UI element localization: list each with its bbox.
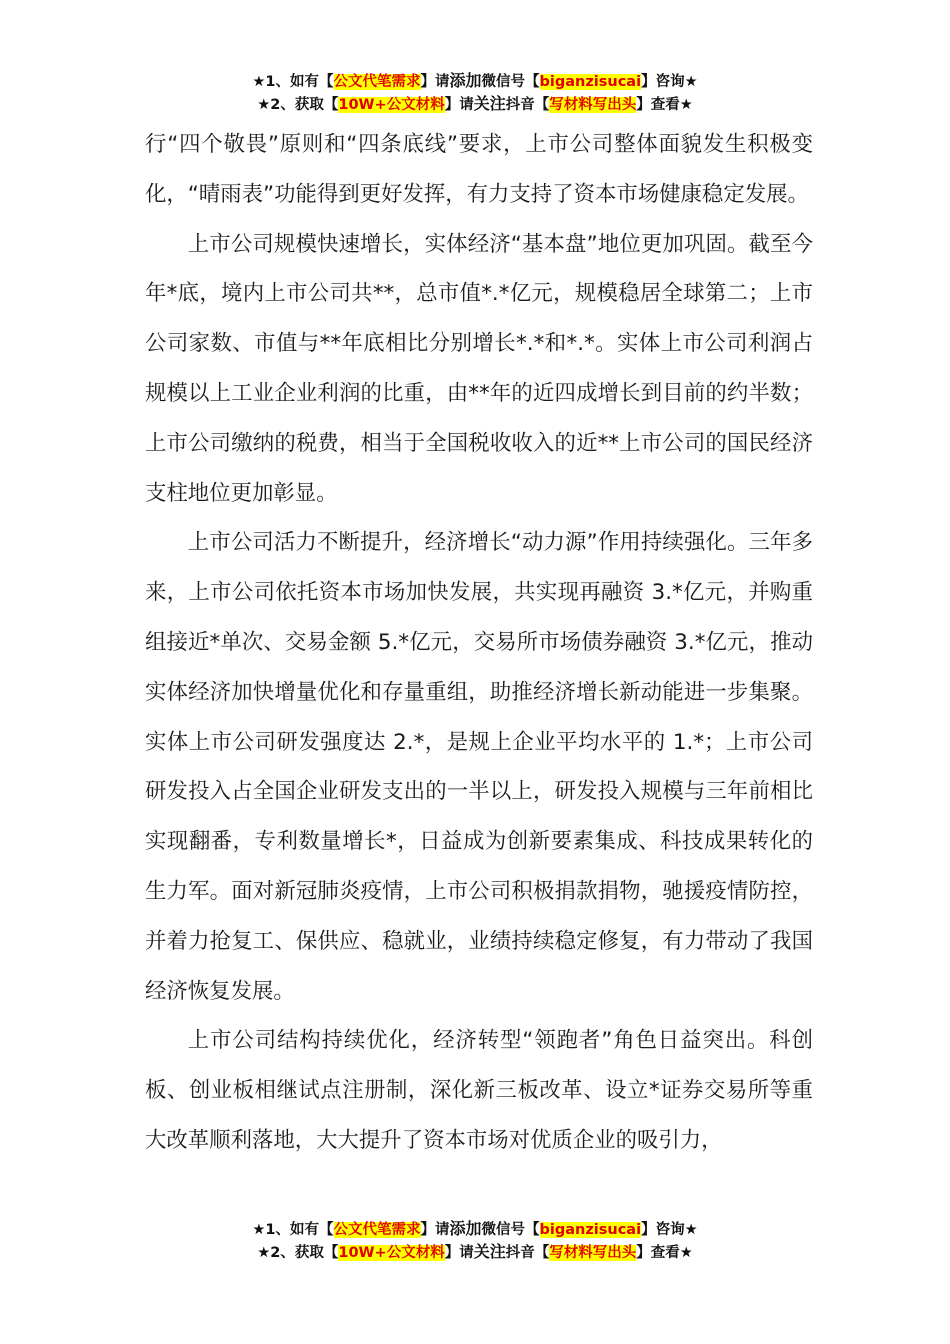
highlight-text: 10W+公文材料 <box>338 1245 445 1261</box>
banner-text: 】咨询★ <box>641 74 698 90</box>
banner-text: ★1、如有【 <box>252 1222 334 1238</box>
banner-line-2 <box>0 1241 950 1264</box>
banner-text: 】请 <box>444 1245 474 1261</box>
banner-text: 抖音【 <box>505 1245 550 1261</box>
emphasis-text: 添加 <box>449 71 482 90</box>
douyin-id: 写材料写出头 <box>549 97 637 113</box>
banner-text: 】查看★ <box>636 1245 693 1261</box>
wechat-id: biganzisucai <box>539 74 642 90</box>
footer-banner <box>0 1218 950 1264</box>
banner-text: 微信号【 <box>481 74 540 90</box>
banner-text: 】请 <box>420 1222 450 1238</box>
wechat-id: biganzisucai <box>539 1222 642 1238</box>
banner-line-1 <box>0 70 950 93</box>
banner-text: 】查看★ <box>636 97 693 113</box>
douyin-id: 写材料写出头 <box>549 1245 637 1261</box>
highlight-text: 公文代笔需求 <box>333 1222 421 1238</box>
banner-line-1 <box>0 1218 950 1241</box>
banner-text: ★2、获取【 <box>257 97 339 113</box>
emphasis-text: 关注 <box>473 1242 506 1261</box>
banner-text: ★2、获取【 <box>257 1245 339 1261</box>
banner-line-2 <box>0 93 950 116</box>
paragraph: 上市公司规模快速增长，实体经济“基本盘”地位更加巩固。截至今年*底，境内上市公司共**，总市值*.*亿元，规模稳居全球第二；上市公司家数、市值与**年底相比分别增长*.*和*.*。实体上市公司利润占规模以上工业企业利润的比重，由**年的近四成增长到目前的约半数；上市公司缴纳的税费，相当于全国税收收入的近**上市公司的国民经济支柱地位更加彰显。 <box>145 231 813 506</box>
banner-text: 】请 <box>444 97 474 113</box>
highlight-text: 10W+公文材料 <box>338 97 445 113</box>
emphasis-text: 关注 <box>473 94 506 113</box>
paragraph: 上市公司活力不断提升，经济增长“动力源”作用持续强化。三年多来，上市公司依托资本市场加快发展，共实现再融资 3.*亿元，并购重组接近*单次、交易金额 5.*亿元，交易所市场债券融资 3.*亿元，推动实体经济加快增量优化和存量重组，助推经济增长新动能进一步集聚。实体上市公司研发强度达 2.*，是规上企业平均水平的 1.*；上市公司研发投入占全国企业研发支出的一半以上，研发投入规模与三年前相比实现翻番，专利数量增长*，日益成为创新要素集成、科技成果转化的生力军。面对新冠肺炎疫情，上市公司积极捐款捐物，驰援疫情防控，并着力抢复工、保供应、稳就业，业绩持续稳定修复，有力带动了我国经济恢复发展。 <box>145 530 813 1004</box>
banner-text: ★1、如有【 <box>252 74 334 90</box>
header-banner <box>0 70 950 116</box>
document-body <box>145 120 813 1166</box>
paragraph: 上市公司结构持续优化，经济转型“领跑者”角色日益突出。科创板、创业板相继试点注册制，深化新三板改革、设立*证券交易所等重大改革顺利落地，大大提升了资本市场对优质企业的吸引力， <box>145 1028 813 1153</box>
paragraph: 行“四个敬畏”原则和“四条底线”要求，上市公司整体面貌发生积极变化，“晴雨表”功能得到更好发挥，有力支持了资本市场健康稳定发展。 <box>145 132 813 207</box>
banner-text: 微信号【 <box>481 1222 540 1238</box>
banner-text: 】咨询★ <box>641 1222 698 1238</box>
banner-text: 】请 <box>420 74 450 90</box>
emphasis-text: 添加 <box>449 1219 482 1238</box>
highlight-text: 公文代笔需求 <box>333 74 421 90</box>
banner-text: 抖音【 <box>505 97 550 113</box>
